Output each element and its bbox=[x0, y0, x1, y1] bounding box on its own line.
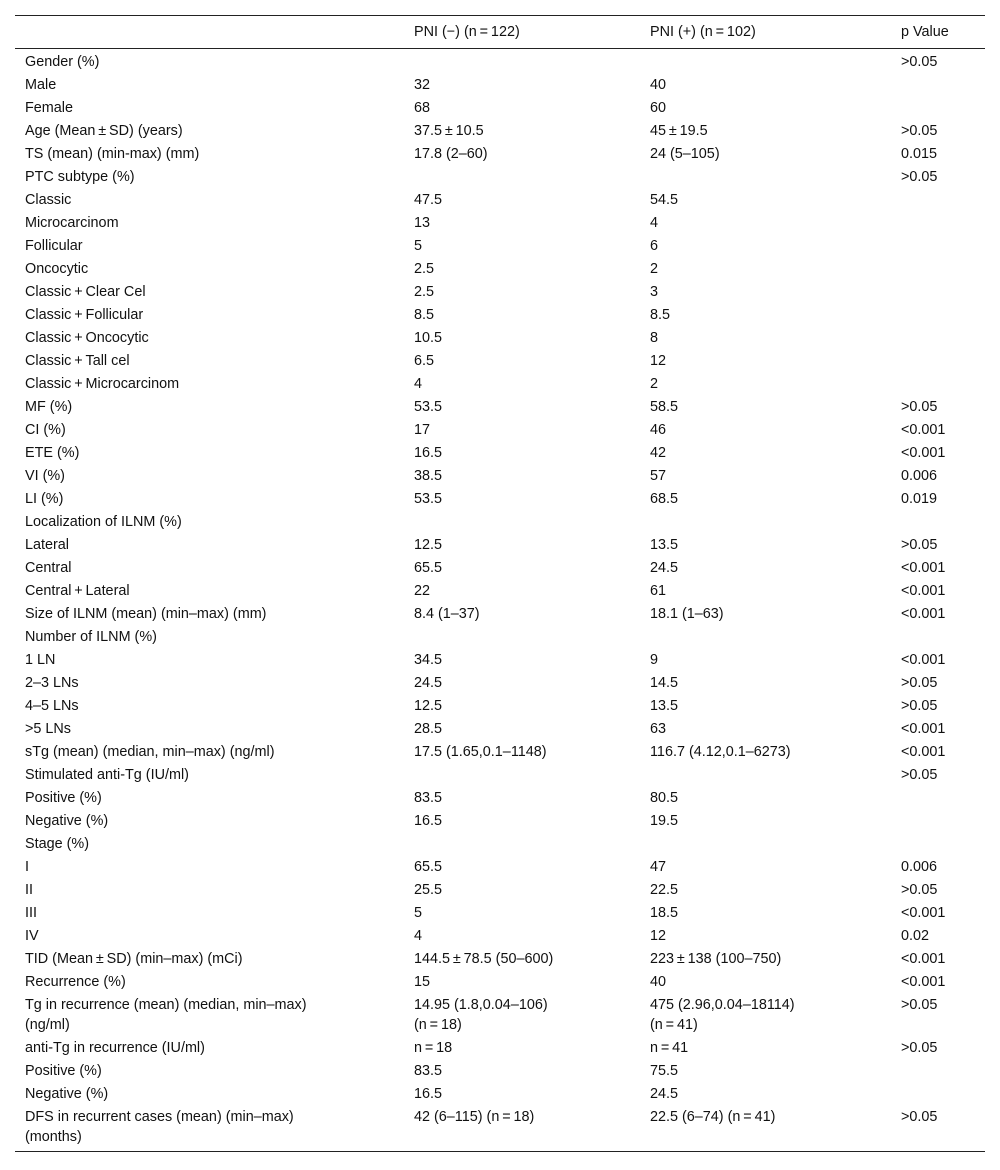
cell-pni-negative: 38.5 bbox=[414, 468, 443, 484]
table-row bbox=[15, 257, 985, 280]
table-row bbox=[15, 602, 985, 625]
cell-pni-negative: 16.5 bbox=[414, 1086, 443, 1102]
table-row bbox=[15, 924, 985, 947]
cell-p-value bbox=[891, 73, 985, 96]
cell-p-value: 0.006 bbox=[901, 468, 938, 484]
table-row bbox=[15, 441, 985, 464]
cell-pni-negative: 5 bbox=[414, 238, 423, 254]
cell-variable: MF (%) bbox=[25, 399, 73, 415]
cell-pni-negative bbox=[404, 165, 640, 188]
table-row bbox=[15, 119, 985, 142]
cell-variable: Classic + Follicular bbox=[25, 307, 144, 323]
cell-p-value: >0.05 bbox=[901, 399, 938, 415]
table-row bbox=[15, 1082, 985, 1105]
table-row bbox=[15, 1105, 985, 1152]
cell-variable: CI (%) bbox=[25, 422, 66, 438]
cell-pni-negative: 144.5 ± 78.5 (50–600) bbox=[414, 951, 554, 967]
cell-pni-negative: 34.5 bbox=[414, 652, 443, 668]
cell-p-value bbox=[891, 211, 985, 234]
cell-pni-negative: 10.5 bbox=[414, 330, 443, 346]
cell-pni-negative: 65.5 bbox=[414, 859, 443, 875]
cell-p-value: <0.001 bbox=[901, 422, 946, 438]
cell-p-value bbox=[891, 625, 985, 648]
cell-pni-negative: 53.5 bbox=[414, 491, 443, 507]
cell-variable: PTC subtype (%) bbox=[25, 169, 135, 185]
cell-p-value: >0.05 bbox=[901, 997, 938, 1013]
cell-pni-negative: 12.5 bbox=[414, 698, 443, 714]
cell-pni-negative: 14.95 (1.8,0.04–106) (n = 18) bbox=[414, 997, 548, 1033]
table-row bbox=[15, 280, 985, 303]
cell-pni-positive: 12 bbox=[650, 353, 667, 369]
cell-variable: Central bbox=[25, 560, 72, 576]
table-row bbox=[15, 947, 985, 970]
cell-pni-negative: 4 bbox=[414, 376, 423, 392]
table-row bbox=[15, 464, 985, 487]
cell-variable: Positive (%) bbox=[25, 790, 102, 806]
cell-p-value bbox=[891, 280, 985, 303]
table-row bbox=[15, 487, 985, 510]
cell-pni-negative: 16.5 bbox=[414, 445, 443, 461]
cell-p-value: >0.05 bbox=[901, 537, 938, 553]
cell-pni-positive: 14.5 bbox=[650, 675, 679, 691]
cell-p-value: >0.05 bbox=[901, 882, 938, 898]
table-body bbox=[15, 49, 985, 1152]
table-row bbox=[15, 786, 985, 809]
cell-pni-positive: 2 bbox=[650, 376, 659, 392]
cell-pni-negative: 15 bbox=[414, 974, 431, 990]
cell-pni-negative bbox=[404, 832, 640, 855]
table-row bbox=[15, 648, 985, 671]
cell-pni-negative: 24.5 bbox=[414, 675, 443, 691]
cell-variable: Stage (%) bbox=[25, 836, 89, 852]
cell-pni-positive bbox=[640, 625, 891, 648]
cell-pni-negative: 28.5 bbox=[414, 721, 443, 737]
cell-p-value: >0.05 bbox=[901, 767, 938, 783]
cell-pni-positive: 46 bbox=[650, 422, 667, 438]
cell-pni-positive: 68.5 bbox=[650, 491, 679, 507]
cell-p-value: 0.019 bbox=[901, 491, 938, 507]
table-row bbox=[15, 625, 985, 648]
table-row bbox=[15, 1059, 985, 1082]
table-row bbox=[15, 533, 985, 556]
cell-variable: Classic bbox=[25, 192, 72, 208]
table-row bbox=[15, 832, 985, 855]
table-row bbox=[15, 579, 985, 602]
cell-p-value: <0.001 bbox=[901, 905, 946, 921]
cell-pni-positive: 80.5 bbox=[650, 790, 679, 806]
cell-p-value bbox=[891, 257, 985, 280]
cell-pni-positive bbox=[640, 832, 891, 855]
cell-p-value: <0.001 bbox=[901, 560, 946, 576]
cell-variable: Oncocytic bbox=[25, 261, 89, 277]
cell-pni-positive: 45 ± 19.5 bbox=[650, 123, 708, 139]
cell-pni-positive: 116.7 (4.12,0.1–6273) bbox=[650, 744, 791, 760]
cell-p-value bbox=[891, 1059, 985, 1082]
cell-pni-negative: 17 bbox=[414, 422, 431, 438]
cell-pni-negative: 53.5 bbox=[414, 399, 443, 415]
cell-pni-positive: 8.5 bbox=[650, 307, 671, 323]
cell-variable: Classic + Oncocytic bbox=[25, 330, 149, 346]
cell-pni-positive: 58.5 bbox=[650, 399, 679, 415]
table-row bbox=[15, 970, 985, 993]
cell-p-value bbox=[891, 372, 985, 395]
cell-variable: III bbox=[25, 905, 37, 921]
cell-variable: Positive (%) bbox=[25, 1063, 102, 1079]
cell-variable: Negative (%) bbox=[25, 1086, 109, 1102]
table-row bbox=[15, 878, 985, 901]
cell-variable: Gender (%) bbox=[25, 54, 100, 70]
cell-p-value bbox=[891, 234, 985, 257]
cell-pni-negative: 47.5 bbox=[414, 192, 443, 208]
cell-pni-negative: 4 bbox=[414, 928, 423, 944]
cell-pni-negative: 83.5 bbox=[414, 1063, 443, 1079]
table-row bbox=[15, 188, 985, 211]
cell-p-value: <0.001 bbox=[901, 445, 946, 461]
cell-p-value: <0.001 bbox=[901, 744, 946, 760]
table-row bbox=[15, 326, 985, 349]
cell-p-value: >0.05 bbox=[901, 123, 938, 139]
cell-pni-positive: 40 bbox=[650, 77, 667, 93]
cell-pni-negative: 22 bbox=[414, 583, 431, 599]
cell-variable: Recurrence (%) bbox=[25, 974, 126, 990]
cell-pni-negative: 16.5 bbox=[414, 813, 443, 829]
cell-pni-positive: 61 bbox=[650, 583, 667, 599]
cell-pni-negative: 13 bbox=[414, 215, 431, 231]
cell-pni-positive bbox=[640, 510, 891, 533]
cell-pni-positive: 42 bbox=[650, 445, 667, 461]
cell-p-value bbox=[891, 96, 985, 119]
cell-p-value: <0.001 bbox=[901, 652, 946, 668]
cell-variable: Number of ILNM (%) bbox=[25, 629, 157, 645]
cell-pni-positive: 4 bbox=[650, 215, 659, 231]
cell-pni-positive: 47 bbox=[650, 859, 667, 875]
cell-variable: 2–3 LNs bbox=[25, 675, 79, 691]
cell-pni-negative: n = 18 bbox=[414, 1040, 453, 1056]
cell-pni-negative: 17.8 (2–60) bbox=[414, 146, 488, 162]
cell-pni-positive: 13.5 bbox=[650, 537, 679, 553]
table-row bbox=[15, 142, 985, 165]
cell-variable: DFS in recurrent cases (mean) (min–max) (months) bbox=[25, 1109, 294, 1145]
cell-p-value: >0.05 bbox=[901, 169, 938, 185]
cell-pni-negative: 8.4 (1–37) bbox=[414, 606, 480, 622]
table-row bbox=[15, 556, 985, 579]
cell-p-value bbox=[891, 188, 985, 211]
table-row bbox=[15, 211, 985, 234]
cell-pni-negative: 42 (6–115) (n = 18) bbox=[414, 1109, 535, 1125]
cell-pni-negative bbox=[404, 49, 640, 74]
cell-pni-positive bbox=[640, 49, 891, 74]
cell-p-value bbox=[891, 326, 985, 349]
table-row bbox=[15, 1036, 985, 1059]
cell-pni-positive bbox=[640, 165, 891, 188]
cell-pni-positive: 22.5 bbox=[650, 882, 679, 898]
table-row bbox=[15, 901, 985, 924]
cell-p-value bbox=[891, 303, 985, 326]
table-row bbox=[15, 855, 985, 878]
table-row bbox=[15, 372, 985, 395]
table-row bbox=[15, 418, 985, 441]
cell-variable: Age (Mean ± SD) (years) bbox=[25, 123, 183, 139]
cell-pni-positive: 75.5 bbox=[650, 1063, 679, 1079]
cell-pni-negative: 83.5 bbox=[414, 790, 443, 806]
cell-p-value: <0.001 bbox=[901, 951, 946, 967]
table-row bbox=[15, 809, 985, 832]
cell-variable: anti-Tg in recurrence (IU/ml) bbox=[25, 1040, 205, 1056]
cell-variable: sTg (mean) (median, min–max) (ng/ml) bbox=[25, 744, 275, 760]
cell-pni-positive: 40 bbox=[650, 974, 667, 990]
cell-pni-positive: 18.5 bbox=[650, 905, 679, 921]
cell-pni-negative: 2.5 bbox=[414, 261, 435, 277]
cell-pni-negative: 68 bbox=[414, 100, 431, 116]
table-row bbox=[15, 234, 985, 257]
cell-variable: Classic + Microcarcinom bbox=[25, 376, 180, 392]
table-row bbox=[15, 763, 985, 786]
table-row bbox=[15, 349, 985, 372]
cell-variable: Female bbox=[25, 100, 73, 116]
cell-p-value: 0.006 bbox=[901, 859, 938, 875]
table-row bbox=[15, 96, 985, 119]
cell-pni-negative: 8.5 bbox=[414, 307, 435, 323]
cell-pni-positive: 18.1 (1–63) bbox=[650, 606, 724, 622]
cell-variable: VI (%) bbox=[25, 468, 65, 484]
cell-pni-positive: 2 bbox=[650, 261, 659, 277]
cell-variable: Male bbox=[25, 77, 57, 93]
cell-p-value: 0.015 bbox=[901, 146, 938, 162]
cell-pni-negative: 17.5 (1.65,0.1–1148) bbox=[414, 744, 547, 760]
cell-pni-positive: 60 bbox=[650, 100, 667, 116]
cell-p-value: <0.001 bbox=[901, 974, 946, 990]
cell-variable: TID (Mean ± SD) (min–max) (mCi) bbox=[25, 951, 243, 967]
cell-pni-negative: 25.5 bbox=[414, 882, 443, 898]
cell-pni-negative: 32 bbox=[414, 77, 431, 93]
cell-pni-positive bbox=[640, 763, 891, 786]
cell-variable: IV bbox=[25, 928, 39, 944]
cell-p-value: >0.05 bbox=[901, 1040, 938, 1056]
cell-p-value bbox=[891, 786, 985, 809]
cell-p-value: >0.05 bbox=[901, 675, 938, 691]
cell-p-value: >0.05 bbox=[901, 698, 938, 714]
cell-pni-positive: 63 bbox=[650, 721, 667, 737]
cell-variable: Size of ILNM (mean) (min–max) (mm) bbox=[25, 606, 267, 622]
cell-p-value: >0.05 bbox=[901, 1109, 938, 1125]
cell-variable: >5 LNs bbox=[25, 721, 71, 737]
table-row bbox=[15, 694, 985, 717]
table-row bbox=[15, 395, 985, 418]
header-pni-negative: PNI (−) (n = 122) bbox=[414, 24, 520, 40]
table-row bbox=[15, 510, 985, 533]
cell-pni-negative: 6.5 bbox=[414, 353, 435, 369]
cell-pni-positive: 54.5 bbox=[650, 192, 679, 208]
cell-pni-positive: 57 bbox=[650, 468, 667, 484]
table-row bbox=[15, 73, 985, 96]
cell-pni-positive: 223 ± 138 (100–750) bbox=[650, 951, 782, 967]
cell-pni-positive: 12 bbox=[650, 928, 667, 944]
cell-p-value bbox=[891, 1082, 985, 1105]
cell-pni-positive: 9 bbox=[650, 652, 659, 668]
table-row bbox=[15, 303, 985, 326]
header-pni-positive: PNI (+) (n = 102) bbox=[650, 24, 756, 40]
header-variable bbox=[15, 16, 404, 49]
cell-p-value: <0.001 bbox=[901, 606, 946, 622]
cell-variable: Stimulated anti-Tg (IU/ml) bbox=[25, 767, 189, 783]
cell-p-value: 0.02 bbox=[901, 928, 930, 944]
cell-variable: Classic + Clear Cel bbox=[25, 284, 146, 300]
cell-pni-negative: 5 bbox=[414, 905, 423, 921]
cell-p-value: <0.001 bbox=[901, 721, 946, 737]
cell-variable: I bbox=[25, 859, 29, 875]
cell-pni-positive: 24.5 bbox=[650, 560, 679, 576]
cell-variable: Microcarcinom bbox=[25, 215, 119, 231]
cell-pni-positive: 13.5 bbox=[650, 698, 679, 714]
table-row bbox=[15, 740, 985, 763]
cell-pni-negative bbox=[404, 625, 640, 648]
cell-p-value bbox=[891, 832, 985, 855]
cell-variable: Lateral bbox=[25, 537, 70, 553]
cell-pni-positive: 3 bbox=[650, 284, 659, 300]
table-row bbox=[15, 671, 985, 694]
cell-pni-positive: 8 bbox=[650, 330, 659, 346]
cell-pni-positive: 6 bbox=[650, 238, 659, 254]
cell-pni-positive: n = 41 bbox=[650, 1040, 689, 1056]
cell-variable: TS (mean) (min-max) (mm) bbox=[25, 146, 200, 162]
cell-p-value: <0.001 bbox=[901, 583, 946, 599]
cell-variable: Localization of ILNM (%) bbox=[25, 514, 182, 530]
cell-variable: ETE (%) bbox=[25, 445, 80, 461]
table-row bbox=[15, 165, 985, 188]
cell-pni-positive: 24 (5–105) bbox=[650, 146, 720, 162]
cell-pni-negative bbox=[404, 763, 640, 786]
cell-pni-positive: 475 (2.96,0.04–18114) (n = 41) bbox=[650, 997, 795, 1033]
cell-variable: Follicular bbox=[25, 238, 83, 254]
cell-p-value: >0.05 bbox=[901, 54, 938, 70]
cell-pni-negative: 12.5 bbox=[414, 537, 443, 553]
table-row bbox=[15, 993, 985, 1036]
table-header bbox=[15, 16, 985, 49]
results-table bbox=[15, 15, 985, 1152]
cell-variable: LI (%) bbox=[25, 491, 64, 507]
cell-pni-positive: 19.5 bbox=[650, 813, 679, 829]
table-row bbox=[15, 49, 985, 74]
cell-pni-positive: 24.5 bbox=[650, 1086, 679, 1102]
cell-p-value bbox=[891, 809, 985, 832]
header-row bbox=[15, 16, 985, 49]
cell-p-value bbox=[891, 349, 985, 372]
table-row bbox=[15, 717, 985, 740]
cell-pni-positive: 22.5 (6–74) (n = 41) bbox=[650, 1109, 776, 1125]
cell-variable: Negative (%) bbox=[25, 813, 109, 829]
cell-pni-negative: 2.5 bbox=[414, 284, 435, 300]
header-p-value: p Value bbox=[901, 24, 949, 40]
results-table-container bbox=[15, 15, 985, 1152]
cell-pni-negative: 65.5 bbox=[414, 560, 443, 576]
cell-variable: 4–5 LNs bbox=[25, 698, 79, 714]
cell-pni-negative: 37.5 ± 10.5 bbox=[414, 123, 484, 139]
cell-p-value bbox=[891, 510, 985, 533]
cell-pni-negative bbox=[404, 510, 640, 533]
cell-variable: Central + Lateral bbox=[25, 583, 130, 599]
cell-variable: Classic + Tall cel bbox=[25, 353, 130, 369]
cell-variable: II bbox=[25, 882, 33, 898]
cell-variable: Tg in recurrence (mean) (median, min–max) (ng/ml) bbox=[25, 997, 307, 1033]
cell-variable: 1 LN bbox=[25, 652, 56, 668]
